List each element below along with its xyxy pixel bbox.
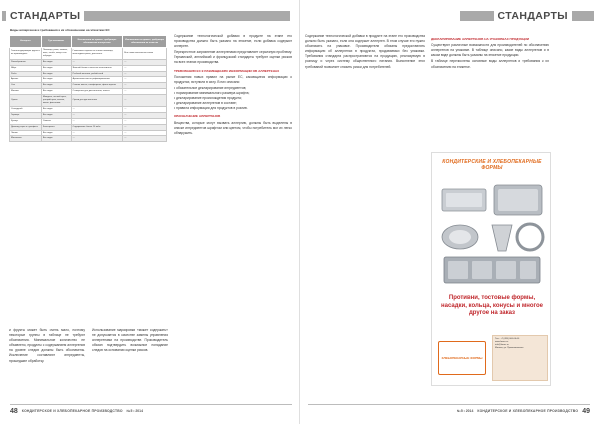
paragraph: Содержание технологической добавки в продукте на этапе его производства должно быть указано, если она содержит аллерген. В этом случае его нужно обозначить на упаковке. Производители обязаны предоставлять информацию об аллергенах в продуктах, продаваемых без упаковки. Требования стандарта распространяются на продукцию, реализуемую в розницу и через систему общественного питания. Выполнение этих требований позволяет снизить риски для потребителей. <box>305 34 425 69</box>
table-cell: Все виды <box>41 65 71 71</box>
table-cell: — <box>123 112 167 118</box>
table-cell: Сельдерей <box>10 106 42 112</box>
subheading: ОБОЗНАЧЕНИЕ АЛЛЕРГЕНОВ <box>174 114 221 119</box>
table-cell: Арахисовое масло рафинированное <box>71 77 123 83</box>
table-cell: Рыба <box>10 71 42 77</box>
table-row <box>10 48 167 60</box>
table-header-cell: Где возникают <box>41 36 71 48</box>
list-item: • обязательное декларирование ингредиентов; <box>174 86 292 91</box>
table-cell: Соя <box>10 83 42 89</box>
table-cell: Яйца <box>10 65 42 71</box>
paragraph: Существуют различные возможности для производителей по обозначению аллергенов на упаковке. В таблице описано, какие виды аллергенов и в каком виде должны быть указаны на этикетке продукции. <box>431 43 549 58</box>
advertisement[interactable] <box>431 152 551 386</box>
table-cell: Арахис <box>10 77 42 83</box>
section-title: СТАНДАРТЫ <box>497 9 568 22</box>
allergen-table-body <box>10 48 167 142</box>
issue-number: №5 • 2014 <box>457 409 474 413</box>
left-text-column-2 <box>92 328 168 354</box>
table-header-row <box>10 36 167 48</box>
table-cell: Орехи для дистиллятов <box>71 95 123 107</box>
table-cell: Орехи <box>10 95 42 107</box>
left-text-column-1 <box>9 328 85 365</box>
ad-tagline: Противни, тостовые формы, насадки, кольца, конусы и многое другое на заказ <box>441 295 543 316</box>
table-cell: — <box>71 112 123 118</box>
ad-title: КОНДИТЕРСКИЕ И ХЛЕБОПЕКАРНЫЕ ФОРМЫ <box>442 159 542 171</box>
table-cell: Яичный белок в качестве осветлителя <box>71 65 123 71</box>
magazine-name: КОНДИТЕРСКОЕ И ХЛЕБОПЕКАРНОЕ ПРОИЗВОДСТВО <box>21 409 123 413</box>
table-cell: Семена <box>41 118 71 124</box>
table-cell: — <box>123 95 167 107</box>
issue-number: №5 • 2014 <box>126 409 143 413</box>
right-text-column-2 <box>431 34 549 71</box>
right-page-footer <box>300 405 600 417</box>
table-cell: — <box>123 124 167 130</box>
table-cell: Глюкозные сиропы на основе пшеницы, мальтодекстрины, дистиллят <box>71 48 123 60</box>
left-page-footer <box>0 405 300 417</box>
table-cell: Горчица <box>10 112 42 118</box>
header-bar <box>460 11 494 21</box>
ad-contact-box <box>492 335 548 381</box>
left-page-header <box>0 9 300 22</box>
table-cell: Содержание более 10 мг/кг <box>71 124 123 130</box>
table-cell: Молоко <box>10 89 42 95</box>
allergen-table <box>9 35 167 142</box>
table-caption: Виды аллергенов и требования к их обозначению на этикетках ЕС <box>10 28 110 32</box>
table-cell: Все виды <box>41 89 71 95</box>
page-number: 48 <box>10 407 18 415</box>
table-cell: — <box>71 106 123 112</box>
table-cell: — <box>123 136 167 142</box>
subheading: ДЕКЛАРИРОВАНИЕ АЛЛЕРГЕНОВ НА УПАКОВКАХ ПРОДУКЦИИ <box>431 37 529 41</box>
table-cell: — <box>71 136 123 142</box>
table-cell: Ракообразные <box>10 59 42 65</box>
table-cell: Все виды <box>41 112 71 118</box>
table-cell: — <box>123 89 167 95</box>
table-cell: — <box>123 59 167 65</box>
paragraph: Содержание технологической добавки в продукте на этапе его производства должно быть указано на этикетке, если добавка содержит аллерген. <box>174 34 292 49</box>
contact-line: Москва, ул. Промышленная <box>495 347 524 349</box>
right-page-header <box>300 9 600 22</box>
table-header-cell: Исключения из правил, требующих обозначения аллергенов <box>71 36 123 48</box>
table-cell: — <box>123 130 167 136</box>
table-cell: — <box>123 106 167 112</box>
table-cell: Сыворотка для дистиллятов, лактит <box>71 89 123 95</box>
paragraph: Вещества, которые могут вызвать аллергию, должны быть выделены в списке ингредиентов шрифтом или цветом, чтобы потребитель мог их легко обнаружить. <box>174 120 292 135</box>
paragraph: и фрукты может быть очень мало, поэтому некоторые группы в таблице не требуют обозначения. Минимальное количество не объявлено, продукты с содержанием аллергенов на уровне следов должны быть обозначены. Исключение составляют ингредиенты, прошедшие обработку. <box>9 328 85 363</box>
table-header-cell: Аллерген <box>10 36 42 48</box>
contact-line: Тел.: +7 (495) 000-00-00 <box>495 338 520 340</box>
table-row <box>10 136 167 142</box>
table-cell: Миндаль, лесной орех, грецкий орех, кешью, пекан, фисташки <box>41 95 71 107</box>
list-item: • нормирование минимального размера шрифта; <box>174 91 292 96</box>
table-cell: Кунжут <box>10 118 42 124</box>
section-title: СТАНДАРТЫ <box>10 9 81 22</box>
table-header-cell: Исключения из правил, требующих обозначения на этикетке <box>123 36 167 48</box>
table-cell: Все самостоятельные злаки <box>123 48 167 60</box>
table-cell: Моллюски <box>10 136 42 142</box>
contact-line: www.forms.ru <box>495 341 509 343</box>
table-cell: Пшеница, рожь, ячмень, овес, полба, камут и их гибриды <box>41 48 71 60</box>
table-cell: Консервант <box>41 124 71 130</box>
list-item: • декларирование происхождения продукта; <box>174 96 292 101</box>
table-cell: Все виды <box>41 59 71 65</box>
paragraph: Положения новых правил на рынке ЕС, касающиеся информации о продуктах, вступили в силу. В них описано: <box>174 74 292 84</box>
paragraph: Использование маркировки «может содержать» не допускается в качестве замены управления аллергенами на производстве. Производитель обязан подтвердить возможное попадание следов на основании оценки рисков. <box>92 328 168 353</box>
ad-logo: ХЛЕБОПЕКАРНЫЕ ФОРМЫ <box>438 341 486 375</box>
table-cell: — <box>71 130 123 136</box>
right-text-column-1 <box>305 34 425 71</box>
subheading: ТРЕБОВАНИЯ ЕС К РАЗМЕЩЕНИЮ ИНФОРМАЦИИ ОБ АЛЛЕРГЕНАХ <box>174 68 280 73</box>
paragraph: Перекрестное загрязнение аллергенами представляет серьезную проблему. Германский, английский и французский стандарты требуют оценки рисков на всех этапах производства. <box>174 50 292 65</box>
table-cell: Рыбный желатин, рыбий клей <box>71 71 123 77</box>
magazine-name: КОНДИТЕРСКОЕ И ХЛЕБОПЕКАРНОЕ ПРОИЗВОДСТВО <box>477 409 579 413</box>
table-cell: Все виды <box>41 106 71 112</box>
table-cell: — <box>71 59 123 65</box>
table-cell: Люпин <box>10 130 42 136</box>
bullet-list <box>174 86 292 111</box>
table-cell: Все виды <box>41 130 71 136</box>
table-cell: — <box>123 83 167 89</box>
header-bar <box>84 11 290 21</box>
paragraph: В таблице перечислены основные виды аллергенов и требования к их обозначению на этикетке. <box>431 59 549 69</box>
table-cell: Все виды <box>41 136 71 142</box>
table-cell: Соевое масло, токоферолы, фитостеролы <box>71 83 123 89</box>
table-cell: — <box>123 118 167 124</box>
table-cell: — <box>123 71 167 77</box>
table-cell: Все виды <box>41 83 71 89</box>
table-cell: — <box>71 118 123 124</box>
table-row <box>10 95 167 107</box>
table-cell: Все виды <box>41 77 71 83</box>
baking-molds-image <box>436 181 548 291</box>
contact-line: info@forms.ru <box>495 344 509 346</box>
table-cell: Диоксид серы и сульфиты <box>10 124 42 130</box>
table-cell: — <box>123 77 167 83</box>
left-text-column-3 <box>174 34 292 137</box>
list-item: • правила информации для продуктов в розлив. <box>174 106 292 111</box>
table-cell: Все виды <box>41 71 71 77</box>
page-number: 49 <box>582 407 590 415</box>
table-cell: — <box>123 65 167 71</box>
header-bar <box>572 11 594 21</box>
table-cell: Глютенсодержащие крупы и их производные <box>10 48 42 60</box>
list-item: • декларирование аллергенов в составе; <box>174 101 292 106</box>
